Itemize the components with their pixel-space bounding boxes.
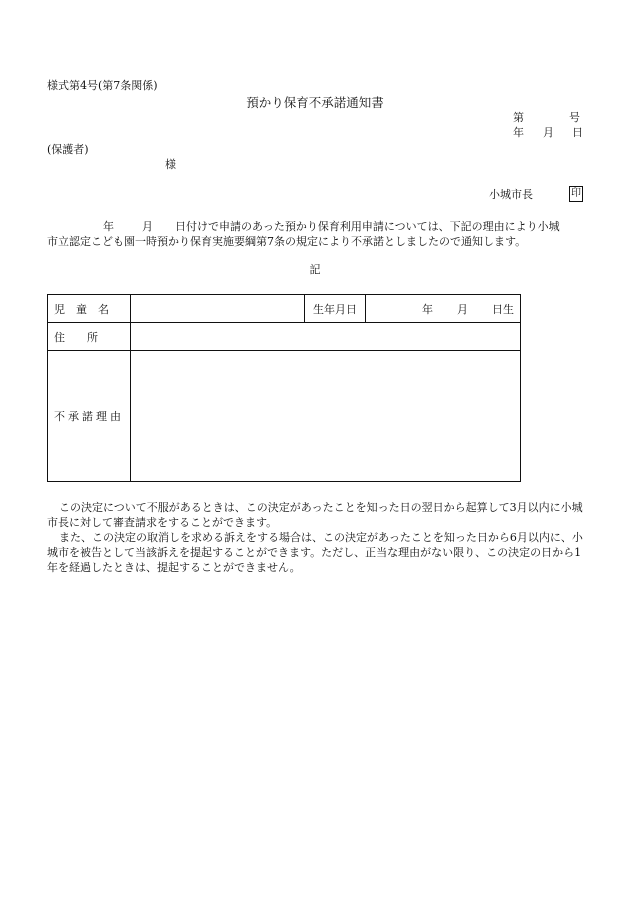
birth-year: 年 bbox=[422, 302, 433, 316]
remarks-paragraph-2: また、この決定の取消しを求める訴えをする場合は、この決定があったことを知った日から6月以内に、小城市を被告として当該訴えを提起することができます。ただし、正当な理由がない限り、この決定の日から1年を経過したときは、提起することができません。 bbox=[47, 531, 583, 574]
seal-mark: 印 bbox=[569, 186, 583, 202]
guardian-label: (保護者) bbox=[47, 143, 89, 156]
address-field[interactable] bbox=[131, 323, 521, 351]
birth-day: 日生 bbox=[492, 302, 514, 316]
notice-line-1-rest: 日付けで申請のあった預かり保育利用申請については、下記の理由により小城 bbox=[175, 220, 560, 233]
document-title: 預かり保育不承諾通知書 bbox=[246, 95, 384, 110]
birth-month: 月 bbox=[457, 302, 468, 316]
notice-line-2: 市立認定こども園一時預かり保育実施要綱第7条の規定により不承諾としましたので通知します。 bbox=[47, 235, 527, 248]
birthdate-label: 生年月日 bbox=[305, 295, 366, 323]
notice-line-1 bbox=[47, 219, 587, 234]
form-number: 様式第4号(第7条関係) bbox=[47, 79, 158, 92]
date-year: 年 bbox=[513, 126, 524, 139]
date-month: 月 bbox=[543, 126, 554, 139]
address-row bbox=[48, 323, 521, 351]
number-prefix: 第 bbox=[513, 111, 524, 124]
remarks bbox=[47, 500, 587, 575]
notice-text bbox=[47, 219, 587, 249]
remarks-paragraph-1: この決定について不服があるときは、この決定があったことを知った日の翌日から起算して3月以内に小城市長に対して審査請求をすることができます。 bbox=[47, 501, 583, 529]
info-table bbox=[47, 294, 521, 482]
honorific: 様 bbox=[165, 158, 176, 171]
birthdate-field[interactable] bbox=[366, 295, 521, 323]
reason-row bbox=[48, 351, 521, 482]
notice-year: 年 bbox=[103, 220, 114, 233]
document-number bbox=[513, 111, 580, 125]
reason-label: 不承諾理由 bbox=[48, 351, 131, 482]
notice-month: 月 bbox=[142, 220, 153, 233]
child-row bbox=[48, 295, 521, 323]
child-name-field[interactable] bbox=[131, 295, 305, 323]
reason-field[interactable] bbox=[131, 351, 521, 482]
issue-date bbox=[513, 126, 583, 140]
child-name-label: 児 童 名 bbox=[48, 295, 131, 323]
issuer-name: 小城市長 bbox=[489, 188, 533, 201]
ki-heading: 記 bbox=[309, 263, 321, 276]
address-label: 住 所 bbox=[48, 323, 131, 351]
date-day: 日 bbox=[572, 126, 583, 139]
number-suffix: 号 bbox=[569, 111, 580, 124]
